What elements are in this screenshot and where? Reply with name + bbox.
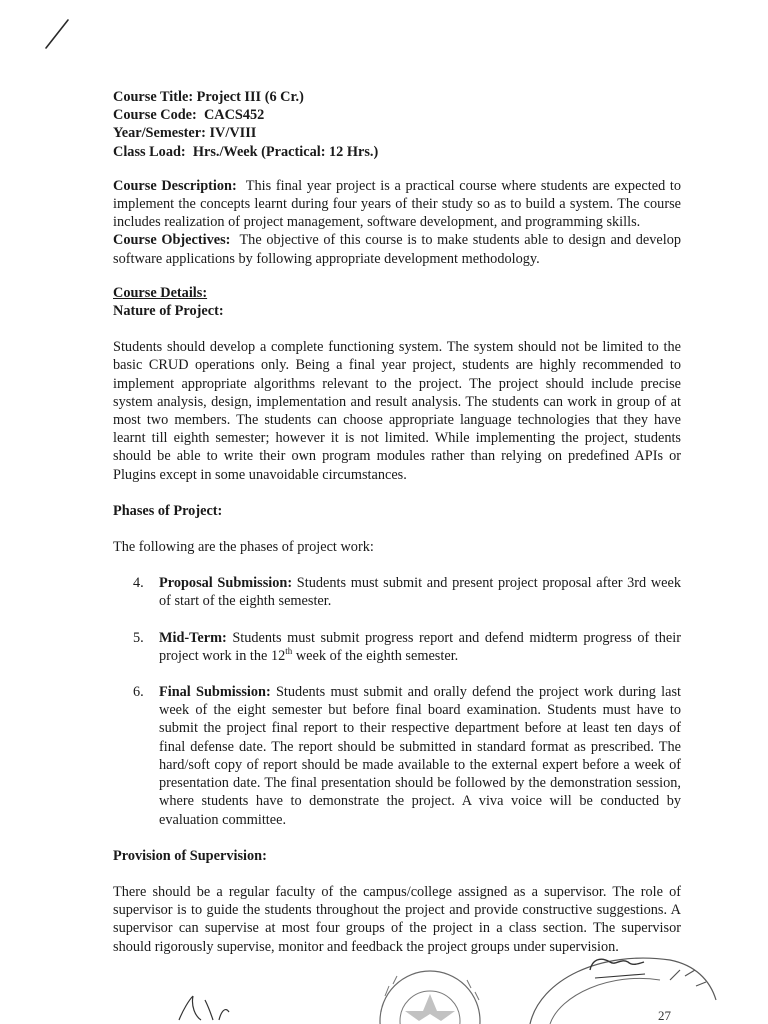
course-title-label: Course Title [113, 89, 189, 105]
year-semester-label: Year/Semester: [113, 125, 206, 142]
class-load-value: Hrs./Week (Practical: 12 Hrs.) [192, 143, 379, 160]
list-item-text: Students must submit and orally defend the project work during last week of the eight semester but before final board examination. Students must have to submit the project final report to their respective department before at least ten days of final defense date. The report should be submitted in standard format as prescribed. The hard/soft copy of report should be made available to the external expert before a week of presentation date. The final presentation should be followed by the demonstration session, where students have to demonstrate the project. A viva voice will be conducted by evaluation committee. [159, 684, 681, 828]
nature-of-project-text: Students should develop a complete functioning system. The system should not be limited to the basic CRUD operations only. Being a final year project, students are highly recommended to implement appropriate algorithms relevant to the project. The project should include precise system analysis, design, implementation and result analysis. The students can work in group of at most two members. The students can choose appropriate language technologies that they have learnt till eighth semester; however it is not limited. While implementing the project, students should be able to write their own program modules rather than relying on predefined APIs or Plugins except in some unavoidable circumstances. [113, 339, 681, 483]
nature-of-project-heading: Nature of Project: [113, 303, 224, 320]
document-body [113, 88, 681, 956]
year-semester-value: IV/VIII [209, 125, 257, 142]
course-description [113, 177, 681, 232]
list-item-label: Final Submission: [159, 684, 271, 701]
list-item [113, 629, 681, 665]
phases-list [113, 574, 681, 828]
list-item [113, 683, 681, 829]
list-item-label: Proposal Submission: [159, 575, 293, 592]
list-item-label: Mid-Term: [159, 629, 227, 646]
class-load-label: Class Load: [113, 143, 186, 160]
course-title-line: Course Title: Project III (6 Cr.) [113, 89, 304, 105]
list-item-number: 6. [133, 684, 144, 701]
class-load-line [113, 143, 681, 161]
course-details-heading: Course Details: [113, 284, 208, 301]
year-semester-line [113, 124, 681, 142]
provision-of-supervision-heading: Provision of Supervision: [113, 847, 267, 864]
course-objectives-label: Course Objectives: [113, 232, 231, 249]
list-item-text: Students must submit and present project proposal after 3rd week of start of the eighth semester. [159, 575, 682, 610]
course-objectives-text: The objective of this course is to make students able to design and develop software applications by following appropriate development methodology. [113, 232, 682, 267]
list-item-number: 4. [133, 575, 144, 592]
course-description-text: This final year project is a practical course where students are expected to implement the concepts learnt during four years of their study so as to build a system. The course includes realization of project management, software development, and programming skills. [113, 177, 681, 231]
pen-stroke-mark [40, 14, 80, 54]
seal-emblem-icon [375, 966, 485, 1024]
course-code-label: Course Code: [113, 107, 197, 124]
list-item-number: 5. [133, 629, 144, 646]
page-number: 27 [658, 1008, 671, 1023]
phases-of-project-heading: Phases of Project: [113, 502, 223, 519]
ordinal-suffix: th [285, 646, 293, 657]
supervision-text: There should be a regular faculty of the campus/college assigned as a supervisor. The role of supervisor is to guide the students throughout the project and provide constructive suggestions. A supervisor can supervise at most four groups of the project in a class section. The supervisor should rigorously supervise, monitor and feedback the project groups under supervision. [113, 883, 681, 955]
phases-intro: The following are the phases of project work: [113, 539, 374, 556]
office-stamp-icon [520, 940, 720, 1024]
list-item-text: Students must submit progress report and defend midterm progress of their project work in the 12 [159, 629, 681, 664]
course-code-line [113, 106, 681, 124]
list-item-text-cont: week of the eighth semester. [295, 647, 459, 664]
course-title-value: Project III (6 Cr.) [196, 89, 304, 105]
signature-mark [175, 990, 255, 1024]
course-description-label: Course Description: [113, 177, 237, 194]
course-objectives [113, 231, 681, 267]
list-item [113, 574, 681, 610]
course-code-value: CACS452 [203, 107, 265, 124]
